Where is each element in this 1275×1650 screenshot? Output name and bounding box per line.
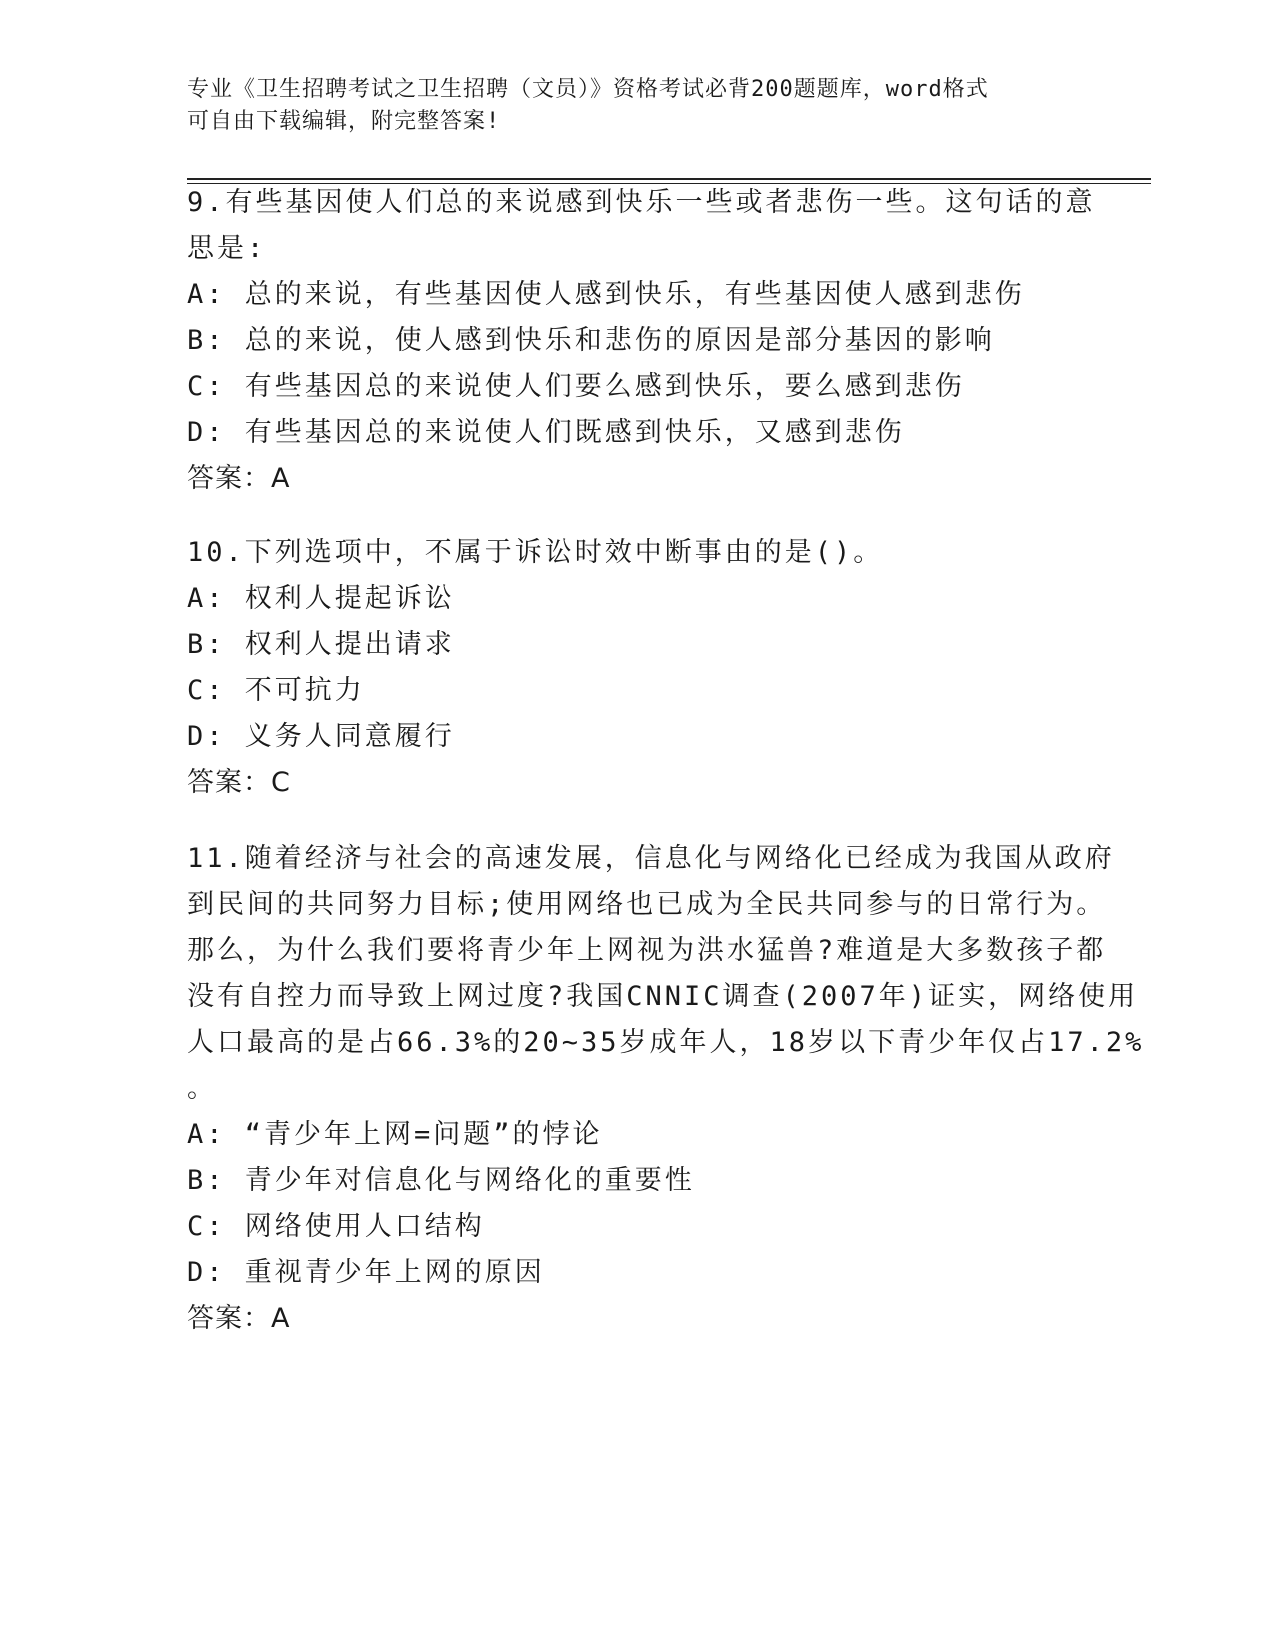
option-b: B: 权利人提出请求 [187, 629, 455, 660]
question-11 [187, 836, 1145, 1342]
question-text-line: 11.随着经济与社会的高速发展，信息化与网络化已经成为我国从政府 [187, 843, 1115, 874]
header-line-1: 专业《卫生招聘考试之卫生招聘（文员）》资格考试必背200题题库，word格式 [187, 77, 989, 102]
option-a: A: 总的来说，有些基因使人感到快乐，有些基因使人感到悲伤 [187, 279, 1025, 310]
question-text-line: 10.下列选项中，不属于诉讼时效中断事由的是()。 [187, 537, 884, 568]
option-b: B: 青少年对信息化与网络化的重要性 [187, 1165, 695, 1196]
option-a: A: “青少年上网=问题”的悖论 [187, 1119, 603, 1150]
option-c: C: 网络使用人口结构 [187, 1211, 485, 1242]
question-text-line: 9.有些基因使人们总的来说感到快乐一些或者悲伤一些。这句话的意 [187, 187, 1096, 218]
option-b: B: 总的来说，使人感到快乐和悲伤的原因是部分基因的影响 [187, 325, 995, 356]
option-d: D: 有些基因总的来说使人们既感到快乐，又感到悲伤 [187, 417, 905, 448]
answer: 答案：C [187, 767, 291, 798]
question-text-line: 。 [187, 1073, 217, 1104]
question-text-line: 没有自控力而导致上网过度?我国CNNIC调查(2007年)证实，网络使用 [187, 981, 1139, 1012]
question-text-line: 那么，为什么我们要将青少年上网视为洪水猛兽?难道是大多数孩子都 [187, 935, 1107, 966]
option-c: C: 有些基因总的来说使人们要么感到快乐，要么感到悲伤 [187, 371, 965, 402]
option-c: C: 不可抗力 [187, 675, 365, 706]
question-text-line: 思是: [187, 233, 267, 264]
option-a: A: 权利人提起诉讼 [187, 583, 455, 614]
question-text-line: 人口最高的是占66.3%的20~35岁成年人，18岁以下青少年仅占17.2% [187, 1027, 1145, 1058]
document-header [187, 74, 1087, 138]
answer: 答案：A [187, 463, 291, 494]
question-10 [187, 530, 1087, 806]
answer: 答案：A [187, 1303, 291, 1334]
question-text-line: 到民间的共同努力目标;使用网络也已成为全民共同参与的日常行为。 [187, 889, 1107, 920]
option-d: D: 重视青少年上网的原因 [187, 1257, 545, 1288]
option-d: D: 义务人同意履行 [187, 721, 455, 752]
question-9 [187, 180, 1096, 502]
header-line-2: 可自由下载编辑，附完整答案! [187, 109, 501, 134]
